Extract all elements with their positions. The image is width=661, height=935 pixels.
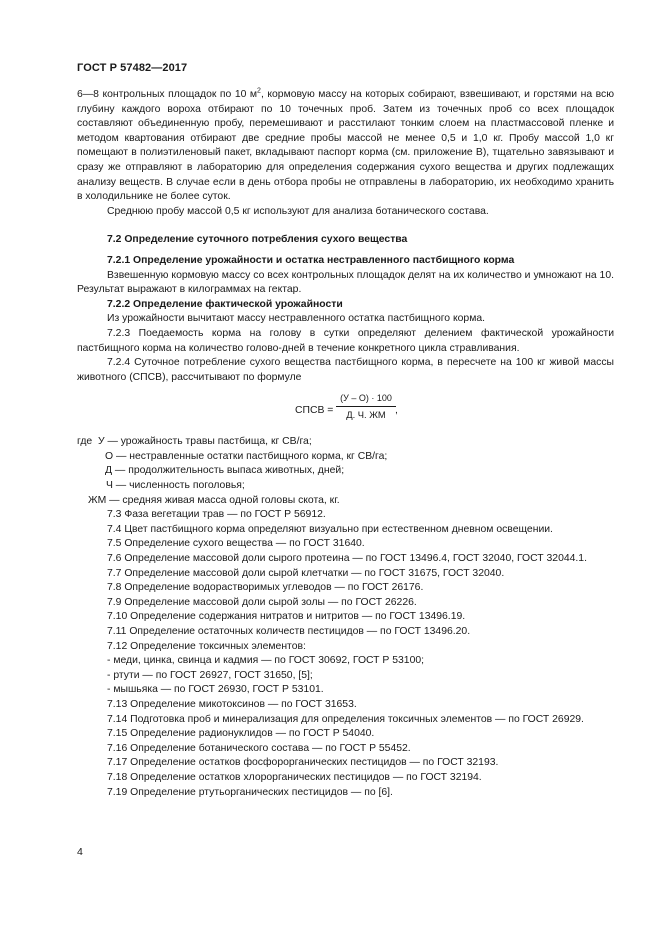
- document-header: ГОСТ Р 57482—2017: [77, 62, 188, 74]
- where-item: ЖМ — средняя живая масса одной головы скота, кг.: [88, 494, 340, 506]
- list-item: 7.5 Определение сухого вещества — по ГОСТ 31640.: [107, 538, 365, 550]
- formula-fraction: [336, 392, 396, 421]
- formula-comma: ,: [395, 405, 398, 417]
- list-item: 7.13 Определение микотоксинов — по ГОСТ 31653.: [107, 698, 357, 710]
- list-item: 7.8 Определение водорастворимых углеводов — по ГОСТ 26176.: [107, 582, 424, 594]
- where-block: [77, 435, 614, 508]
- formula-lhs: СПСВ =: [295, 405, 334, 417]
- method-list: [77, 508, 614, 800]
- formula-spsv: [77, 391, 614, 431]
- section-heading-7-2: 7.2 Определение суточного потребления сухого вещества: [107, 234, 408, 246]
- list-item: - мышьяка — по ГОСТ 26930, ГОСТ Р 53101.: [107, 684, 324, 696]
- where-item: О — нестравленные остатки пастбищного корма, кг СВ/га;: [105, 450, 388, 462]
- where-lead: где: [77, 436, 93, 448]
- list-item: 7.3 Фаза вегетации трав — по ГОСТ Р 56912.: [107, 509, 326, 521]
- list-item: 7.18 Определение остатков хлорорганических пестицидов — по ГОСТ 32194.: [107, 771, 482, 783]
- list-item: 7.9 Определение массовой доли сырой золы — по ГОСТ 26226.: [107, 596, 417, 608]
- paragraph-7-2-2: Из урожайности вычитают массу нестравленного остатка пастбищного корма.: [107, 313, 486, 325]
- page-number: 4: [77, 846, 83, 858]
- list-item: 7.12 Определение токсичных элементов:: [107, 640, 306, 652]
- section-heading-7-2-1: 7.2.1 Определение урожайности и остатка нестравленного пастбищного корма: [107, 254, 515, 266]
- where-item: Д — продолжительность выпаса животных, дней;: [105, 465, 345, 477]
- paragraph-7-2-4: 7.2.4 Суточное потребление сухого вещества пастбищного корма, в пересчете на 100 кг живой массы животного (СПСВ), рассчитывают по формуле: [77, 357, 614, 383]
- formula-denominator: Д. Ч. ЖМ: [346, 409, 386, 421]
- paragraph-7-2-1: Взвешенную кормовую массу со всех контрольных площадок делят на их количество и умножают на 10. Результат выражают в килограммах на гектар.: [77, 269, 614, 296]
- paragraph-7-2-3: 7.2.3 Поедаемость корма на голову в сутки определяют делением фактической урожайности пастбищного корма на количество голово-дней в течение конкретного цикла стравливания.: [77, 327, 614, 354]
- where-item: где У — урожайность травы пастбища, кг СВ/га;: [77, 436, 312, 448]
- intro-text-rest: , кормовую массу на которых собирают, взвешивают, и горстями на всю глубину каждого вороха отбирают по 10 точечных проб. Затем из точечных проб со всех площадок составляют объединенную пробу, перемешивают и расстилают тонким слоем на пластмассовой пленке и методом квартования отбирают две средние пробы массой не менее 0,5 и 1,0 кг. Пробу массой 1,0 кг помещают в полиэтиленовый пакет, вкладывают паспорт корма (см. приложение В), тщательно завязывают и сразу же отправляют в лабораторию для определения содержания сухого вещества и других подлежащих анализу веществ. В случае если в день отбора пробы не отправлены в лабораторию, их необходимо хранить в холодильнике не более суток.: [77, 89, 614, 203]
- list-item: 7.4 Цвет пастбищного корма определяют визуально при естественном дневном освещении.: [107, 523, 553, 535]
- sample-paragraph: Среднюю пробу массой 0,5 кг используют для анализа ботанического состава.: [107, 205, 489, 217]
- list-item: 7.6 Определение массовой доли сырого протеина — по ГОСТ 13496.4, ГОСТ 32040, ГОСТ 32044.1.: [107, 553, 587, 565]
- list-item: 7.11 Определение остаточных количеств пестицидов — по ГОСТ 13496.20.: [107, 626, 471, 637]
- list-item: - ртути — по ГОСТ 26927, ГОСТ 31650, [5];: [107, 669, 313, 681]
- intro-text-start: 6—8 контрольных площадок по 10 м: [77, 89, 258, 100]
- intro-paragraph: [77, 88, 614, 205]
- page-content: [77, 88, 614, 800]
- list-item: 7.19 Определение ртутьорганических пестицидов — по [6].: [107, 786, 393, 798]
- section-heading-7-2-2: 7.2.2 Определение фактической урожайности: [107, 298, 343, 310]
- list-item: 7.14 Подготовка проб и минерализация для определения токсичных элементов — по ГОСТ 26929.: [107, 713, 584, 725]
- list-item: 7.15 Определение радионуклидов — по ГОСТ Р 54040.: [107, 728, 375, 740]
- list-item: 7.7 Определение массовой доли сырой клетчатки — по ГОСТ 31675, ГОСТ 32040.: [107, 567, 505, 579]
- list-item: 7.16 Определение ботанического состава — по ГОСТ Р 55452.: [107, 742, 411, 754]
- formula-numerator: (У – О) · 100: [336, 392, 396, 407]
- superscript-2: 2: [257, 87, 261, 95]
- where-item: Ч — численность поголовья;: [106, 480, 245, 492]
- list-item: - меди, цинка, свинца и кадмия — по ГОСТ 30692, ГОСТ Р 53100;: [107, 655, 425, 667]
- list-item: 7.10 Определение содержания нитратов и нитритов — по ГОСТ 13496.19.: [107, 611, 466, 623]
- list-item: 7.17 Определение остатков фосфорорганических пестицидов — по ГОСТ 32193.: [107, 757, 499, 769]
